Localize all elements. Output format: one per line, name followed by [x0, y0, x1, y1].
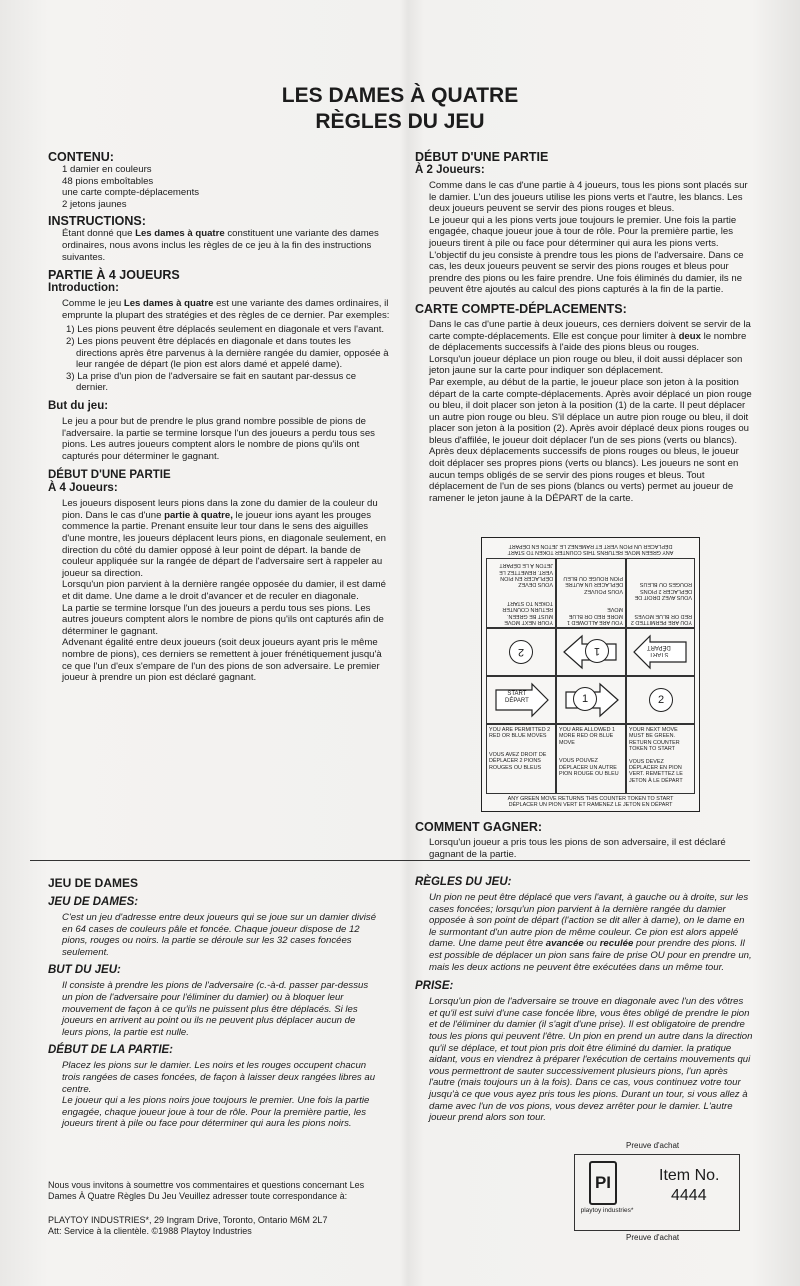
card-position-2-flipped: 2: [486, 628, 556, 676]
left-column: [48, 150, 390, 684]
but-text: Le jeu a pour but de prendre le plus grand nombre possible de pions de l'adversaire. la partie se termine lorsque l'un des joueurs a perdu tous ses pions. Les autres joueurs comptent alors le nombre de pions qu'ils ont capturés pour déterminer le gagnant.: [62, 415, 375, 462]
proof-label-bottom: Preuve d'achat: [626, 1233, 680, 1242]
debut2-text: Comme dans le cas d'une partie à 4 joueurs, tous les pions sont placés sur le damier. L'un des joueurs utilise les pions verts et l'autre, les blancs. Les deux joueurs peuvent se servir des pions rouges et bleus.: [429, 180, 748, 215]
card-cell-flipped: YOUR NEXT MOVE MUST BE GREEN. RETURN COUNTER TOKEN TO START VOUS DEVEZ DÉPLACER EN PION VERT. REMETTEZ LE JETON À LE DÉPART: [486, 558, 556, 628]
carte-text: Lorsqu'un joueur déplace un pion rouge ou bleu, il doit aussi déplacer son jeton jaune sur la carte pour indiquer son déplacement.: [429, 353, 743, 377]
intro-text: Comme le jeu Les dames à quatre est une variante des dames ordinaires, il emprunte la plupart des stratégies et des règles de ce dernier. Par exemples:: [62, 298, 390, 321]
partie-heading: PARTIE À 4 JOUEURS: [48, 268, 180, 283]
gagner-section: [415, 820, 753, 860]
page-title: LES DAMES À QUATRE: [281, 84, 519, 107]
card-top-strip: ANY GREEN MOVE RETURNS THIS COUNTER TOKEN TO START DÉPLACER UN PION VERT ET RAMENEZ LE JETON EN DÉPART: [507, 542, 674, 555]
counter-card: [481, 537, 700, 812]
debut-partie-heading: DÉBUT DE LA PARTIE:: [48, 1044, 174, 1057]
playtoy-logo: PI: [589, 1161, 617, 1205]
carte-heading: CARTE COMPTE-DÉPLACEMENTS:: [415, 301, 627, 316]
debut2-heading: DÉBUT D'UNE PARTIE: [415, 150, 549, 164]
card-position-2: 2: [626, 676, 695, 724]
contact-text: Nous vous invitons à soumettre vos commentaires et questions concernant Les Dames À Quatre Règles Du Jeu Veuillez adresser toute correspondance à:: [48, 1180, 365, 1201]
bottom-left-column: [48, 876, 378, 1130]
jeu-text: C'est un jeu d'adresse entre deux joueurs qui se joue sur un damier divisé en 64 cases de couleurs pâle et foncée. Chaque joueur dispose de 12 pions, rouges ou noirs. la partie se déroule sur les 32 cases foncées seulement.: [62, 912, 377, 958]
debut2-text: Le joueur qui a les pions verts joue toujours le premier. Une fois la partie engagée, chaque joueur joue à tour de rôle. Pour la première partie, les joueurs tirent à pile ou face pour déterminer qui aura les pions verts.: [429, 214, 737, 249]
contenu-item: 48 pions emboîtables: [62, 175, 154, 187]
contenu-item: 2 jetons jaunes: [62, 198, 127, 210]
regles-text: Un pion ne peut être déplacé que vers l'avant, à gauche ou à droite, sur les cases foncées; lorsqu'un pion parvient à la dernière rangée du damier opposée à son point de départ (l'action se dit aller à dame), on le dame en le surmontant d'un autre pion de même couleur. Ce pion est alors appelé dame. Une dame peut être avancée ou reculée pour prendre des pions. Il est possible de déplacer un pion sans faire de prise OU pour en prendre un, mais les deux actions ne peuvent être exécutées dans un même tour.: [429, 892, 752, 973]
logo-text: playtoy industries*: [580, 1207, 634, 1214]
jeu-heading: JEU DE DAMES: [48, 876, 139, 890]
item-label: Item No.: [659, 1167, 720, 1184]
but-jeu-text: Il consiste à prendre les pions de l'adversaire (c.-à-d. passer par-dessus un pion de l'adversaire pour l'éliminer du damier) ou à bloquer leur mouvement de façon à ce qu'ils ne puissent plus être déplacés. Si les joueurs en arrivent au point ou ils ne peuvent plus déplacer aucun de leurs pions, la partie est nulle.: [62, 980, 369, 1038]
bottom-right-column: [415, 876, 753, 1124]
debut-partie-text: Placez les pions sur le damier. Les noirs et les rouges occupent chacun trois rangées de cases foncées, de façon à laisser deux rangées libres au centre.: [62, 1060, 376, 1095]
prise-text: Lorsqu'un pion de l'adversaire se trouve en diagonale avec l'un des vôtres et qu'il est suivi d'une case foncée libre, vous êtes obligé de prendre le pion et de l'éliminer du damier (il s'agit d'une prise). Il est obligatoire de prendre tous les pions qui peuvent l'être. Un pion en prend un autre dans la direction qu'il se déplace, et tout pion pris doit être éliminé du damier. la pratique aidant, vous en viendrez à préparer l'exécution de certains mouvements qui vous permettront de sauter successivement plusieurs pions, l'un après l'autre (mais toujours un à la fois). Dans ce cas, vous continuez votre tour jusqu'à ce que vous ayez pris tous les pions. Durant un tour, si vous allez à dame avec l'un de vos pions, vous devez arrêter pour le damier. L'autre joueur prend alors son tour.: [429, 996, 753, 1124]
card-bottom-strip: ANY GREEN MOVE RETURNS THIS COUNTER TOKEN TO START DÉPLACER UN PION VERT ET RAMENEZ LE JETON EN DÉPART: [507, 796, 674, 809]
debut2-subheading: À 2 Joueurs:: [415, 164, 485, 176]
but-jeu-heading: BUT DU JEU:: [48, 964, 121, 977]
instructions-text: Étant donné que Les dames à quatre constituent une variante des dames ordinaires, nous avons inclus les règles de ce jeu à la fin des instructions suivantes.: [62, 228, 379, 263]
debut-text: La partie se termine lorsque l'un des joueurs a perdu tous ses pions. Les autres joueurs comptent alors le nombre de pions qu'ils ont capturés afin de déterminer le gagnant.: [62, 602, 384, 637]
rule-item: 2) Les pions peuvent être déplacés en diagonale et dans toutes les directions après être parvenus à la dernière rangée du damier, opposée à leur rangée de départ (le pion est alors damé et appelé dame).: [66, 335, 389, 371]
page-subtitle: RÈGLES DU JEU: [315, 110, 485, 133]
debut-subheading: À 4 Joueurs:: [48, 482, 118, 495]
contenu-item: 1 damier en couleurs: [62, 164, 152, 175]
jeu-subheading: JEU DE DAMES:: [48, 896, 139, 908]
prise-heading: PRISE:: [415, 980, 454, 993]
right-column: [415, 150, 753, 504]
gagner-text: Lorsqu'un joueur a pris tous les pions de son adversaire, il est déclaré gagnant de la partie.: [429, 837, 726, 860]
address-line: Att: Service à la clientèle. ©1988 Playtoy Industries: [48, 1225, 252, 1236]
debut-text: Advenant égalité entre deux joueurs (soit deux joueurs ayant pris le même nombre de pions), ces derniers se remettent à jouer frénétiquement jusqu'à ce que l'un d'eux s'empare de l'un des pions de son adversaire. Le premier joueur à prendre un pion est déclaré gagnant.: [62, 637, 382, 684]
card-position-1: 1: [556, 676, 626, 724]
instructions-heading: INSTRUCTIONS:: [48, 214, 146, 229]
proof-label-top: Preuve d'achat: [626, 1141, 680, 1150]
regles-heading: RÈGLES DU JEU:: [415, 876, 512, 888]
address-line: PLAYTOY INDUSTRIES*, 29 Ingram Drive, Toronto, Ontario M6M 2L7: [48, 1215, 328, 1225]
debut-heading: DÉBUT D'UNE PARTIE: [48, 469, 171, 482]
card-cell-flipped: YOU ARE PERMITTED 2 RED OR BLUE MOVES VOUS AVEZ DROIT DE DÉPLACER 2 PIONS ROUGES OU BLEUS: [626, 558, 695, 628]
card-cell: YOU ARE PERMITTED 2 RED OR BLUE MOVES VOUS AVEZ DROIT DE DÉPLACER 2 PIONS ROUGES OU BLEUS: [486, 724, 556, 794]
carte-text: Par exemple, au début de la partie, le joueur place son jeton à la position départ de la carte compte-déplacements. Après avoir déplacé un pion rouge ou bleu, il doit placer son jeton à la position (1) de la carte. Il peut déplacer un autre pion rouge ou bleu. S'il déplace un autre pion rouge ou bleu, il doit placer son jeton à la position (2). Après avoir déplacé deux pions rouges ou bleus d'affilée, le joueur doit déplacer l'un de ses pions (verts ou blancs). Après deux déplacements successifs de pions rouges ou bleus, le joueur doit déplacer ses propres pions (verts ou blancs). Les joueurs ne sont en aucun temps obligés de se servir des pions rouges et bleus. Tout déplacement de l'un de ses pions (blancs ou verts) permet au joueur de ramener le jeton jaune à la DÉPART de la carte.: [429, 376, 752, 504]
section-divider: [30, 860, 750, 861]
debut2-text: L'objectif du jeu consiste à prendre tous les pions de l'adversaire. Dans ce cas, les deux joueurs peuvent se servir des pions rouges et bleus pour prendre des pions ou les faire prendre. Une fois éliminés du damier, ils ne peuvent être ajoutés au calcul des pions capturés à la fin de la partie.: [429, 249, 744, 296]
card-start: START DÉPART: [486, 676, 556, 724]
rule-item: 3) La prise d'un pion de l'adversaire se fait en sautant par-dessus ce dernier.: [66, 370, 357, 394]
gagner-heading: COMMENT GAGNER:: [415, 820, 543, 834]
contenu-heading: CONTENU:: [48, 150, 114, 164]
card-start-flipped: START DÉPART: [626, 628, 695, 676]
debut-partie-text: Le joueur qui a les pions noirs joue toujours le premier. Une fois la partie engagée, chaque joueur joue à tour de rôle. Pour la première partie, les joueurs tirent à pile ou face pour déterminer qui aura les pions noirs.: [62, 1095, 370, 1130]
contenu-item: une carte compte-déplacements: [62, 187, 200, 199]
proof-of-purchase: [574, 1154, 740, 1231]
card-position-1-flipped: 1: [556, 628, 626, 676]
card-cell: YOUR NEXT MOVE MUST BE GREEN. RETURN COUNTER TOKEN TO START VOUS DEVEZ DÉPLACER EN PION VERT. REMETTEZ LE JETON À LE DÉPART: [626, 724, 695, 794]
card-cell-flipped: YOU ARE ALLOWED 1 MORE RED OR BLUE MOVE VOUS POUVEZ DÉPLACER UN AUTRE PION ROUGE OU BLEU: [556, 558, 626, 628]
item-number: 4444: [671, 1187, 707, 1204]
card-cell: YOU ARE ALLOWED 1 MORE RED OR BLUE MOVE VOUS POUVEZ DÉPLACER UN AUTRE PION ROUGE OU BLEU: [556, 724, 626, 794]
contact-block: [48, 1180, 378, 1236]
debut-text: Les joueurs disposent leurs pions dans la zone du damier de la couleur du pion. Dans le cas d'une partie à quatre, le joueur ions ayant les prouges commence la partie. Prenant ensuite leur tour dans le sens des aiguilles d'une montre, les joueurs déplacent leurs pions, en diagonale seulement, en direction du côté du damier opposé à leur point de départ. la bande de couleur appliquée sur la rangée de départ de l'adversaire sert à rappeler au joueur sa direction.: [62, 498, 386, 579]
but-heading: But du jeu:: [48, 399, 109, 412]
rule-item: 1) Les pions peuvent être déplacés seulement en diagonale et vers l'avant.: [66, 324, 385, 336]
debut-text: Lorsqu'un pion parvient à la dernière rangée opposée du damier, il est damé et dit dame. Une dame a le droit d'avancer et de reculer en diagonale.: [62, 579, 386, 603]
intro-heading: Introduction:: [48, 282, 119, 295]
carte-text: Dans le cas d'une partie à deux joueurs, ces derniers doivent se servir de la carte compte-déplacements. Elle est conçue pour limiter à deux le nombre de déplacements successifs à l'aide des pions bleus ou rouges.: [429, 318, 751, 354]
